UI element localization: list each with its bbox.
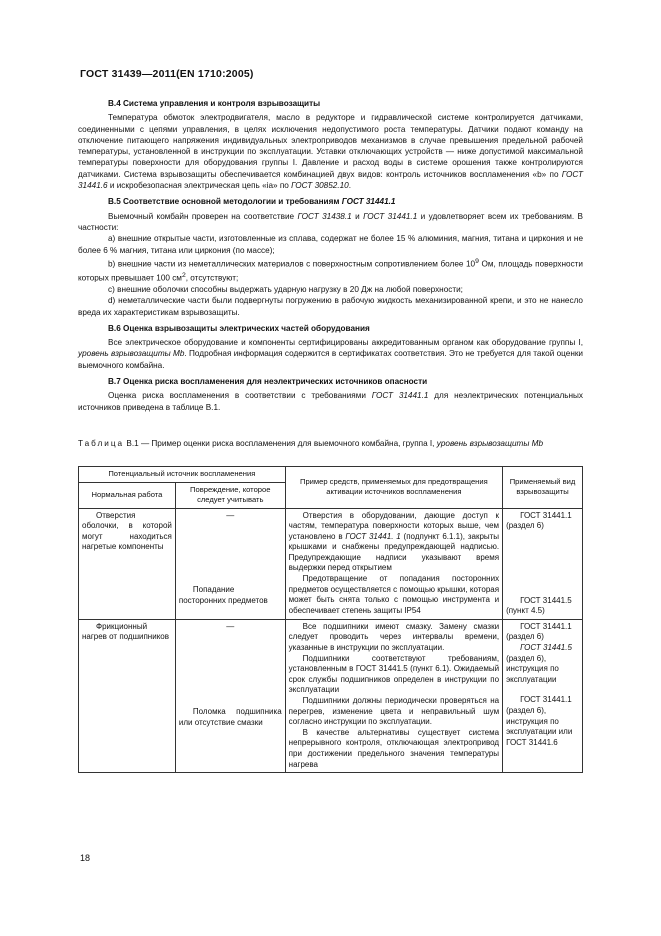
section-heading-b5: B.5 Соответствие основной методологии и требованиям ГОСТ 31441.1 bbox=[108, 197, 396, 207]
paragraph-b4: Температура обмоток электродвигателя, масло в редукторе и гидравлической системе контролируется датчиками, соединенными с цепями управления, в целях исключения недопустимого роста температуры. Датчики подают команду на отключение питающего напряжения индивидуальных электроприводов механизмов в случае превышения предельной рабочей температуры, установленной в инструкции по эксплуатации. Уставки отключающих устройств — ниже допустимой максимальной температуры поверхности для оборудования группы I. Давление и расход воды в системе орошения также контролируются датчиками. Система взрывозащиты обеспечивается комбинацией двух видов: контроль источников воспламенения «b» по ГОСТ 31441.6 и искробезопасная электрическая цепь «ia» по ГОСТ 30852.10. bbox=[78, 113, 583, 191]
header-measures: Пример средств, применяемых для предотвращения активации источников воспламенения bbox=[285, 467, 502, 509]
table-row bbox=[79, 619, 583, 772]
cell-normal: Отверстия оболочки, в которой могут находиться нагретые компоненты bbox=[79, 508, 176, 619]
list-item-d: d) неметаллические части были подвергнуты погружению в рабочую жидкость механизированной крепи, и это не нанесло вреда их характеристикам взрывозащиты. bbox=[78, 296, 583, 317]
document-header: ГОСТ 31439—2011(EN 1710:2005) bbox=[80, 68, 254, 80]
section-heading-b6: B.6 Оценка взрывозащиты электрических частей оборудования bbox=[108, 323, 370, 333]
section-heading-b4: B.4 Система управления и контроля взрывозащиты bbox=[108, 99, 321, 108]
header-protection-type: Применяемый вид взрывозащиты bbox=[503, 467, 583, 509]
document-body bbox=[78, 96, 583, 413]
cell-measures: Все подшипники имеют смазку. Замену смазки следует проводить через интервалы времени, указанные в инструкции по эксплуатации. Подшипники соответствуют требованиям, установленным в ГОСТ 31441.5 (пункт 6.1). Ожидаемый срок службы подшипников определен в инструкции по эксплуатации Подшипники должны периодически проверяться на перегрев, изменение цвета и неправильный шум согласно инструкции по эксплуатации. В качестве альтернативы существует система непрерывного контроля, отключающая электропривод при достижении предельного значения температуры нагрева bbox=[285, 619, 502, 772]
table-caption: Таблица В.1 — Пример оценки риска воспламенения для выемочного комбайна, группа I, уровень взрывозащиты Mb bbox=[78, 439, 543, 448]
cell-normal: Фрикционный нагрев от подшипников bbox=[79, 619, 176, 772]
cell-measures: Отверстия в оборудовании, дающие доступ к частям, температура поверхности которых выше, чем установлено в ГОСТ 31441. 1 (подпункт 6.1.1), закрыты крышками и снабжены предупреждающей надписью. Предупреждающие надписи указывают время выдержки перед открытием Предотвращение от попадания посторонних предметов осуществляется с помощью крышки, которая может быть снята только с помощью инструмента и обеспечивает степень защиты IP54 bbox=[285, 508, 502, 619]
risk-assessment-table bbox=[78, 466, 583, 773]
paragraph-b6: Все электрическое оборудование и компоненты сертифицированы аккредитованным органом как оборудование группы I, уровень взрывозащиты Mb. Подробная информация содержится в сертификатах соответствия. Это не требуется для такой оценки выемочного комбайна. bbox=[78, 338, 583, 370]
list-item-c: с) внешние оболочки способны выдержать ударную нагрузку в 20 Дж на любой поверхности; bbox=[108, 284, 463, 294]
header-ignition-source: Потенциальный источник воспламенения bbox=[79, 467, 286, 483]
list-item-a: а) внешние открытые части, изготовленные из сплава, содержат не более 15 % алюминия, магния, титана и циркония и не более 6 % магния, титана или циркония (по массе); bbox=[78, 234, 583, 255]
table-header-row bbox=[79, 467, 583, 483]
paragraph-b5-intro: Выемочный комбайн проверен на соответствие ГОСТ 31438.1 и ГОСТ 31441.1 и удовлетворяет всем их требованиям. В частности: bbox=[78, 211, 583, 232]
section-heading-b7: B.7 Оценка риска воспламенения для неэлектрических источников опасности bbox=[108, 377, 428, 386]
header-damage: Повреждение, которое следует учитывать bbox=[175, 482, 285, 508]
cell-damage: — Поломка подшипника или отсутствие смазки bbox=[175, 619, 285, 772]
header-normal-operation: Нормальная работа bbox=[79, 482, 176, 508]
cell-protection-type: ГОСТ 31441.1 (раздел 6) ГОСТ 31441.5 (пункт 4.5) bbox=[503, 508, 583, 619]
list-item-b: b) внешние части из неметаллических материалов с поверхностным сопротивлением более $10^9$ Ом, площадь поверхности которых превышает 100 $см^2$, отсутствуют; bbox=[78, 257, 583, 283]
page-number: 18 bbox=[80, 853, 91, 863]
cell-damage: — Попадание посторонних предметов bbox=[175, 508, 285, 619]
cell-protection-type: ГОСТ 31441.1 (раздел 6) ГОСТ 31441.5 (раздел 6), инструкция по эксплуатации ГОСТ 31441.1 (раздел 6), инструкция по эксплуатации или ГОСТ 31441.6 bbox=[503, 619, 583, 772]
paragraph-b7: Оценка риска воспламенения в соответствии с требованиями ГОСТ 31441.1 для неэлектрических потенциальных источников приведена в таблице B.1. bbox=[78, 391, 584, 412]
table-row bbox=[79, 508, 583, 619]
